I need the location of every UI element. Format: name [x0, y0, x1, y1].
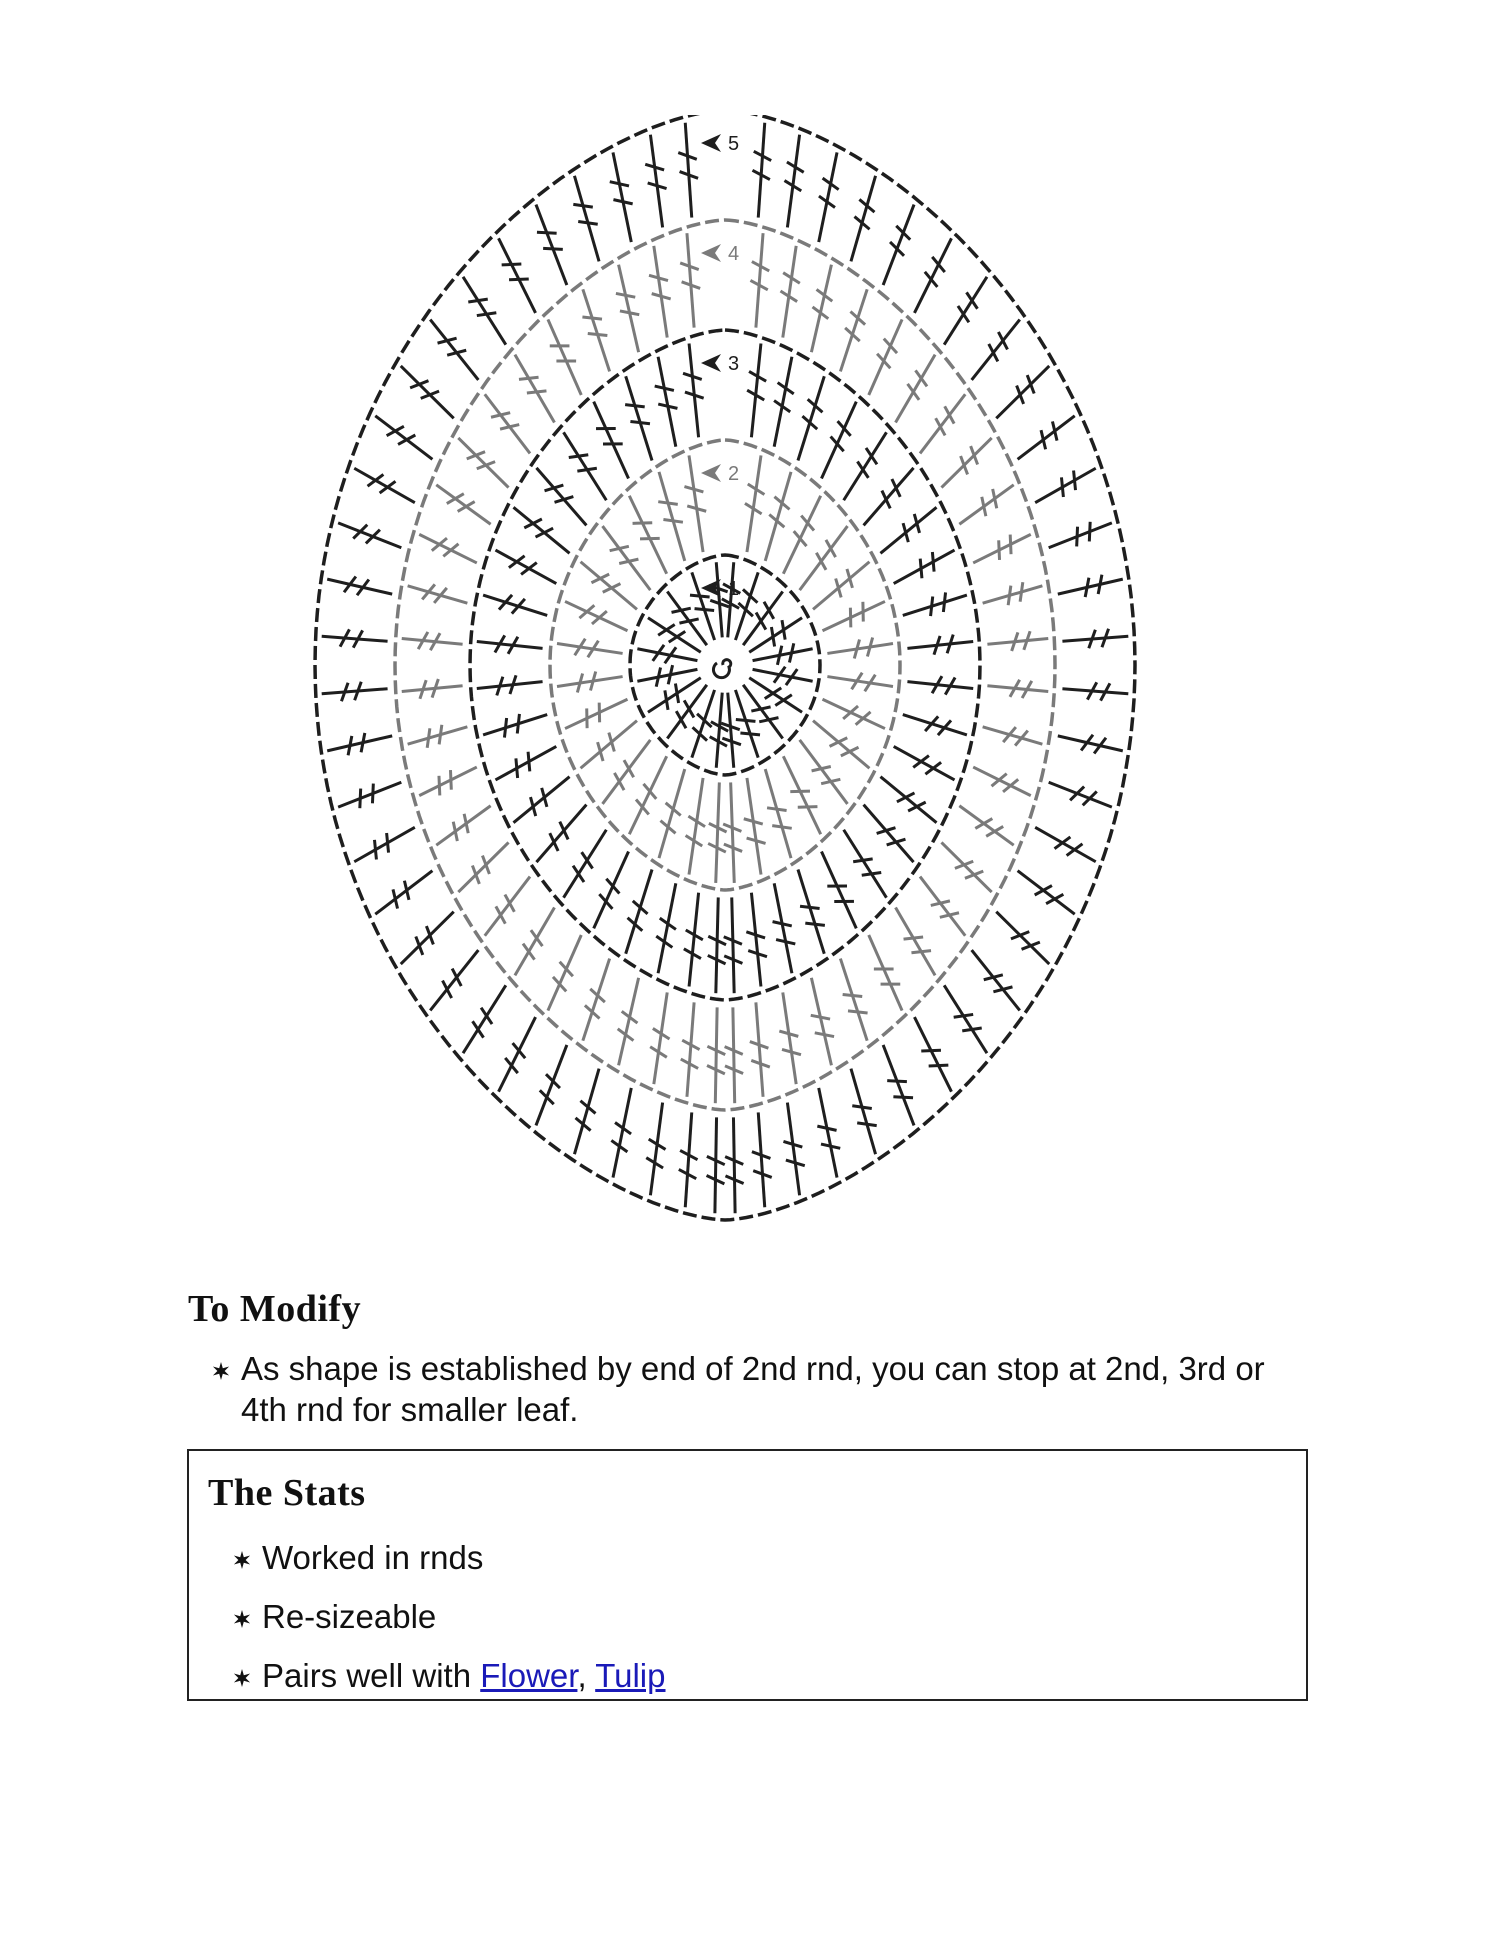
list-item [262, 1537, 666, 1578]
stitch-symbol [798, 376, 824, 460]
stitch-symbol [896, 355, 936, 423]
stitch-symbol [972, 320, 1020, 380]
stitch-symbol [959, 806, 1013, 845]
stitch-symbol [536, 1045, 567, 1126]
stitch-symbol [941, 438, 991, 488]
star-bullet-icon [233, 1551, 251, 1569]
stitch-symbol [401, 366, 454, 418]
stitch-symbol [548, 319, 581, 395]
section-title-to-modify: To Modify [188, 1288, 362, 1330]
stitch-symbol [996, 912, 1049, 964]
round-number-label: 2 [728, 463, 740, 485]
round-number-label: 1 [728, 578, 740, 600]
stitch-symbol [611, 1088, 631, 1178]
stitch-symbol [983, 727, 1043, 746]
stitch-symbol [557, 639, 623, 658]
stitch-symbol [800, 526, 848, 590]
pairs-prefix: Pairs well with [262, 1657, 481, 1694]
stitch-symbol [402, 679, 463, 699]
stitch-symbol [1062, 682, 1128, 700]
stitch-symbol [354, 468, 415, 502]
stitch-symbol [327, 733, 392, 755]
stitch-symbol [683, 344, 704, 438]
stats-box [187, 1449, 1308, 1701]
modify-item-text: As shape is established by end of 2nd rnd, you can stop at 2nd, 3rd or 4th rnd for smaller leaf. [241, 1350, 1265, 1428]
round-number-label: 4 [728, 243, 740, 265]
stitch-symbol [655, 357, 678, 447]
stitch-symbol [750, 233, 769, 327]
stitch-symbol [408, 584, 468, 603]
stitch-symbol [646, 1103, 665, 1196]
stitch-symbol [973, 767, 1031, 796]
stitch-symbol [594, 402, 629, 479]
direction-arrow-icon [701, 244, 721, 262]
stitch-symbol [338, 523, 401, 548]
stitch-symbol [827, 673, 893, 692]
magic-ring-icon [713, 660, 730, 678]
stitch-symbol [419, 534, 477, 563]
round-number-label: 5 [728, 133, 740, 155]
stitch-symbol [765, 769, 792, 858]
stitch-symbol [813, 721, 869, 769]
stitch-symbol [408, 725, 468, 748]
stitch-symbol [564, 830, 607, 898]
stitch-symbol [883, 1045, 914, 1126]
stitch-symbol [822, 601, 884, 630]
stitch-symbol [773, 883, 796, 973]
stitch-symbol [430, 320, 478, 380]
chain-outline [395, 220, 1055, 1110]
stitch-symbol [564, 432, 607, 500]
stitch-symbol [907, 676, 973, 694]
round-1 [630, 555, 820, 775]
stitch-symbol [821, 852, 856, 929]
stitch-symbol [707, 1007, 725, 1103]
stitch-symbol [972, 950, 1020, 1010]
stitch-symbol [725, 1117, 743, 1213]
stitch-symbol [753, 667, 813, 685]
stitch-symbol [485, 394, 530, 453]
stitch-symbol [1049, 782, 1112, 807]
stitch-symbol [659, 769, 685, 858]
list-item [262, 1655, 666, 1696]
star-bullet-icon [233, 1610, 251, 1628]
stitch-symbol [710, 693, 729, 768]
stitch-symbol [536, 205, 567, 286]
stitch-symbol [1049, 522, 1112, 548]
stitch-symbol [851, 176, 876, 262]
stitch-symbol [774, 357, 794, 447]
stitch-symbol [780, 246, 799, 338]
stitch-symbol [1035, 468, 1096, 502]
stitch-symbol [880, 777, 936, 823]
stitch-symbol [745, 455, 764, 552]
stitch-symbol [603, 526, 651, 590]
stitch-symbol [603, 740, 651, 804]
stitch-symbol [707, 1117, 725, 1213]
stitch-symbol [725, 1007, 744, 1103]
star-bullet-icon [233, 1669, 251, 1687]
stitch-symbol [844, 432, 887, 500]
stitch-symbol [458, 842, 508, 892]
stitch-symbol [338, 782, 401, 808]
stitch-symbol [436, 806, 490, 845]
stitch-symbol [896, 908, 936, 976]
stitch-symbol [844, 830, 887, 898]
stitch-symbol [903, 715, 967, 736]
stitch-symbol [864, 468, 914, 526]
stitch-symbol [907, 635, 973, 655]
stitch-symbol [903, 592, 967, 616]
direction-arrow-icon [701, 134, 721, 152]
stitch-symbol [375, 416, 432, 460]
stitch-symbol [430, 950, 478, 1010]
round-number-label: 3 [728, 353, 740, 375]
list-item [241, 1348, 1301, 1430]
stitch-symbol [944, 985, 987, 1053]
stitch-symbol [894, 550, 955, 584]
stitch-symbol [690, 572, 715, 640]
stitch-symbol [458, 438, 508, 488]
stitch-symbol [515, 908, 555, 976]
stitch-symbol [375, 871, 432, 915]
stitch-symbol [920, 877, 965, 936]
stitch-symbol [750, 1002, 770, 1096]
stitch-symbol [746, 893, 767, 987]
stitch-symbol [753, 643, 813, 665]
stitch-symbol [565, 601, 627, 630]
stitch-symbol [354, 827, 415, 861]
stitch-symbol [557, 672, 623, 693]
stitch-symbol [883, 205, 914, 286]
stitch-symbol [914, 238, 951, 313]
stitch-symbol [869, 319, 902, 395]
stitch-symbol [327, 577, 392, 596]
stitch-symbol [1062, 629, 1128, 649]
stitch-symbol [495, 746, 556, 780]
stitch-symbol [983, 582, 1043, 605]
stitch-symbol [656, 883, 676, 973]
stitch-symbol [616, 265, 639, 353]
stitch-symbol [784, 135, 803, 228]
flower-link[interactable]: Flower [480, 1657, 578, 1694]
stitch-symbol [973, 534, 1031, 563]
stitch-symbol [811, 265, 832, 353]
stitch-symbol [819, 152, 839, 242]
stitch-symbol [322, 682, 388, 702]
star-bullet-icon [212, 1362, 230, 1380]
stitch-symbol [650, 992, 669, 1084]
stitch-symbol [827, 638, 893, 659]
stats-item-text: Worked in rnds [262, 1539, 484, 1576]
stitch-symbol [419, 767, 477, 796]
stitch-symbol [708, 897, 726, 993]
stitch-symbol [574, 1069, 599, 1155]
stitch-symbol [679, 1112, 698, 1207]
stitch-symbol [798, 869, 825, 953]
stitch-symbol [678, 123, 698, 218]
stitch-symbol [626, 869, 652, 953]
stitch-symbol [536, 468, 586, 526]
stitch-symbol [920, 394, 965, 453]
stitch-symbol [724, 897, 743, 993]
direction-arrow-icon [701, 354, 721, 372]
round-4 [395, 220, 1055, 1110]
stitch-symbol [499, 238, 536, 313]
stitch-symbol [536, 805, 586, 863]
chain-outline [630, 555, 820, 775]
stitch-symbol [499, 1017, 536, 1092]
link-separator: , [577, 1657, 596, 1694]
stitch-symbol [583, 959, 610, 1041]
stitch-symbol [581, 721, 637, 769]
stitch-symbol [783, 1103, 804, 1196]
stitch-symbol [625, 376, 652, 460]
stitch-symbol [783, 756, 820, 834]
stitch-symbol [1058, 575, 1123, 597]
stitch-symbol [477, 635, 543, 653]
stitch-symbol [752, 123, 771, 218]
stitch-symbol [477, 675, 543, 695]
stitch-symbol [548, 935, 581, 1011]
stitch-symbol [436, 485, 490, 524]
chain-outline [550, 440, 900, 890]
stitch-symbol [573, 176, 599, 262]
stitch-symbol [401, 912, 454, 964]
stitch-symbol [811, 978, 834, 1066]
stitch-symbol [987, 631, 1048, 651]
stitch-symbol [851, 1069, 877, 1155]
stitch-symbol [840, 959, 867, 1041]
stitch-symbol [485, 877, 530, 936]
stitch-symbol [735, 690, 760, 758]
stitch-symbol [322, 629, 388, 647]
stitch-symbol [779, 992, 801, 1084]
modify-list [241, 1348, 1301, 1430]
chain-outline [470, 330, 980, 1000]
crochet-leaf-chart [290, 115, 1160, 1255]
stitch-symbol [658, 472, 685, 561]
stitch-symbol [684, 893, 703, 987]
stitch-symbol [637, 645, 697, 663]
stitch-symbol [1018, 416, 1075, 460]
stitch-symbol [684, 455, 706, 552]
stitch-symbol [649, 246, 671, 338]
stitch-symbol [822, 699, 884, 728]
stitch-symbol [582, 289, 609, 371]
direction-arrow-icon [701, 464, 721, 482]
list-item [262, 1596, 666, 1637]
stitch-symbol [752, 1112, 772, 1207]
round-3 [470, 330, 980, 1000]
stitch-symbol [565, 699, 627, 728]
stitch-symbol [680, 233, 700, 327]
stitch-symbol [765, 472, 791, 561]
stitch-symbol [840, 289, 867, 371]
stitch-symbol [402, 632, 463, 650]
stitch-symbol [483, 595, 547, 616]
stitch-symbol [944, 277, 987, 345]
stitch-symbol [618, 978, 639, 1066]
section-title-the-stats: The Stats [208, 1472, 366, 1514]
stitch-symbol [463, 985, 506, 1053]
stitch-symbol [880, 507, 936, 553]
stitch-symbol [959, 485, 1013, 524]
stitch-symbol [495, 550, 556, 584]
stitch-symbol [645, 135, 666, 228]
stitch-symbol [1035, 827, 1096, 861]
stitch-symbol [914, 1017, 951, 1092]
stitch-symbol [1018, 871, 1075, 915]
stats-item-text: Re-sizeable [262, 1598, 437, 1635]
stitch-symbol [629, 496, 666, 574]
stitch-symbol [821, 402, 856, 479]
stitch-symbol [996, 366, 1049, 418]
stitch-symbol [813, 562, 869, 610]
stitch-symbol [463, 277, 506, 345]
stitch-symbol [637, 665, 697, 687]
stitch-symbol [681, 1002, 700, 1096]
stitch-symbol [869, 935, 902, 1011]
stitch-symbol [864, 805, 914, 863]
stitch-symbol [515, 355, 555, 423]
stitch-symbol [581, 562, 637, 610]
round-2 [550, 440, 900, 890]
stitch-symbol [610, 152, 633, 242]
stitch-symbol [817, 1088, 840, 1178]
stitch-symbol [708, 782, 726, 883]
stitch-symbol [941, 842, 991, 892]
stitch-symbol [1058, 735, 1123, 754]
stitch-symbol [513, 777, 569, 823]
tulip-link[interactable]: Tulip [595, 1657, 666, 1694]
stitch-symbol [747, 344, 766, 438]
stitch-symbol [894, 746, 955, 780]
stitch-symbol [513, 507, 569, 553]
stitch-symbol [987, 680, 1048, 698]
stitch-symbol [800, 740, 848, 804]
stats-list [262, 1537, 666, 1714]
stitch-symbol [483, 714, 547, 738]
stitch-symbol [594, 852, 629, 929]
stitch-symbol [744, 778, 766, 875]
stitch-symbol [686, 778, 705, 875]
